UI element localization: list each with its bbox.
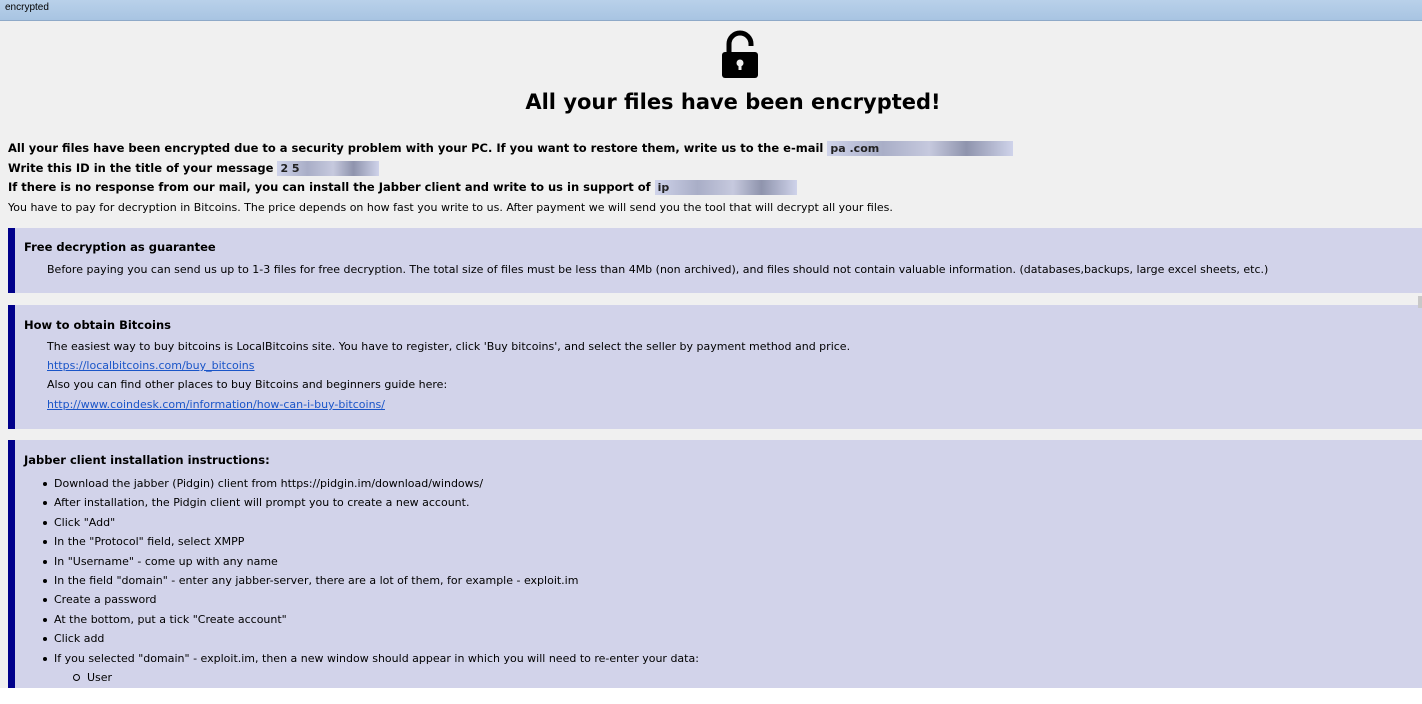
bitcoins-text-1: The easiest way to buy bitcoins is LocalBitcoins site. You have to register, click 'Buy bitcoins', and select the seller by payment method and price. bbox=[47, 340, 851, 353]
list-item: User bbox=[73, 668, 699, 687]
list-item: Download the jabber (Pidgin) client from https://pidgin.im/download/windows/ bbox=[43, 474, 699, 493]
jabber-title: Jabber client installation instructions: bbox=[24, 453, 270, 467]
intro-text-3: If there is no response from our mail, you can install the Jabber client and write to us in support of bbox=[8, 180, 651, 194]
bullet-icon bbox=[43, 657, 47, 661]
list-item: In the field "domain" - enter any jabber-server, there are a lot of them, for example - exploit.im bbox=[43, 571, 699, 590]
list-item: If you selected "domain" - exploit.im, then a new window should appear in which you will need to re-enter your data: bbox=[43, 649, 699, 668]
list-item: Click add bbox=[43, 629, 699, 648]
coindesk-link[interactable]: http://www.coindesk.com/information/how-can-i-buy-bitcoins/ bbox=[47, 398, 385, 411]
guarantee-text: Before paying you can send us up to 1-3 files for free decryption. The total size of files must be less than 4Mb (non archived), and files should not contain valuable information. (databases,backups, large excel sheets, etc.) bbox=[47, 263, 1269, 276]
bitcoins-title: How to obtain Bitcoins bbox=[24, 318, 171, 332]
bullet-icon bbox=[43, 501, 47, 505]
window-title: encrypted bbox=[5, 2, 49, 13]
bullet-icon bbox=[43, 579, 47, 583]
bitcoins-panel bbox=[8, 305, 1422, 429]
jabber-address[interactable]: ip bbox=[655, 180, 797, 195]
guarantee-title: Free decryption as guarantee bbox=[24, 240, 216, 254]
list-item: In "Username" - come up with any name bbox=[43, 552, 699, 571]
intro-text-1: All your files have been encrypted due to a security problem with your PC. If you want to restore them, write us to the e-mail bbox=[8, 141, 824, 155]
jabber-steps-list bbox=[31, 474, 699, 687]
bullet-icon bbox=[43, 637, 47, 641]
bitcoins-text-2: Also you can find other places to buy Bitcoins and beginners guide here: bbox=[47, 378, 448, 391]
intro-payment-line: You have to pay for decryption in Bitcoins. The price depends on how fast you write to us. After payment we will send you the tool that will decrypt all your files. bbox=[8, 201, 893, 214]
scrollbar[interactable] bbox=[1418, 296, 1422, 308]
localbitcoins-link[interactable]: https://localbitcoins.com/buy_bitcoins bbox=[47, 359, 255, 372]
intro-jabber-line bbox=[8, 180, 797, 195]
intro-id-line bbox=[8, 161, 379, 176]
intro-text-2: Write this ID in the title of your message bbox=[8, 161, 274, 175]
bullet-icon bbox=[43, 540, 47, 544]
list-item: In the "Protocol" field, select XMPP bbox=[43, 532, 699, 551]
email-address[interactable]: pa .com bbox=[827, 141, 1013, 156]
circle-bullet-icon bbox=[73, 674, 80, 681]
jabber-substeps-list bbox=[43, 668, 699, 687]
title-bar[interactable] bbox=[0, 0, 1422, 21]
intro-email-line bbox=[8, 141, 1013, 156]
lock-icon bbox=[720, 30, 760, 80]
list-item: Click "Add" bbox=[43, 513, 699, 532]
list-item: Create a password bbox=[43, 590, 699, 609]
bullet-icon bbox=[43, 521, 47, 525]
main-headline: All your files have been encrypted! bbox=[525, 90, 941, 114]
bullet-icon bbox=[43, 618, 47, 622]
jabber-panel bbox=[8, 440, 1422, 688]
guarantee-panel bbox=[8, 228, 1422, 293]
victim-id: 2 5 bbox=[277, 161, 379, 176]
list-item: At the bottom, put a tick "Create account" bbox=[43, 610, 699, 629]
bullet-icon bbox=[43, 560, 47, 564]
bullet-icon bbox=[43, 598, 47, 602]
list-item: After installation, the Pidgin client will prompt you to create a new account. bbox=[43, 493, 699, 512]
bullet-icon bbox=[43, 482, 47, 486]
sub-list-container bbox=[43, 668, 699, 687]
